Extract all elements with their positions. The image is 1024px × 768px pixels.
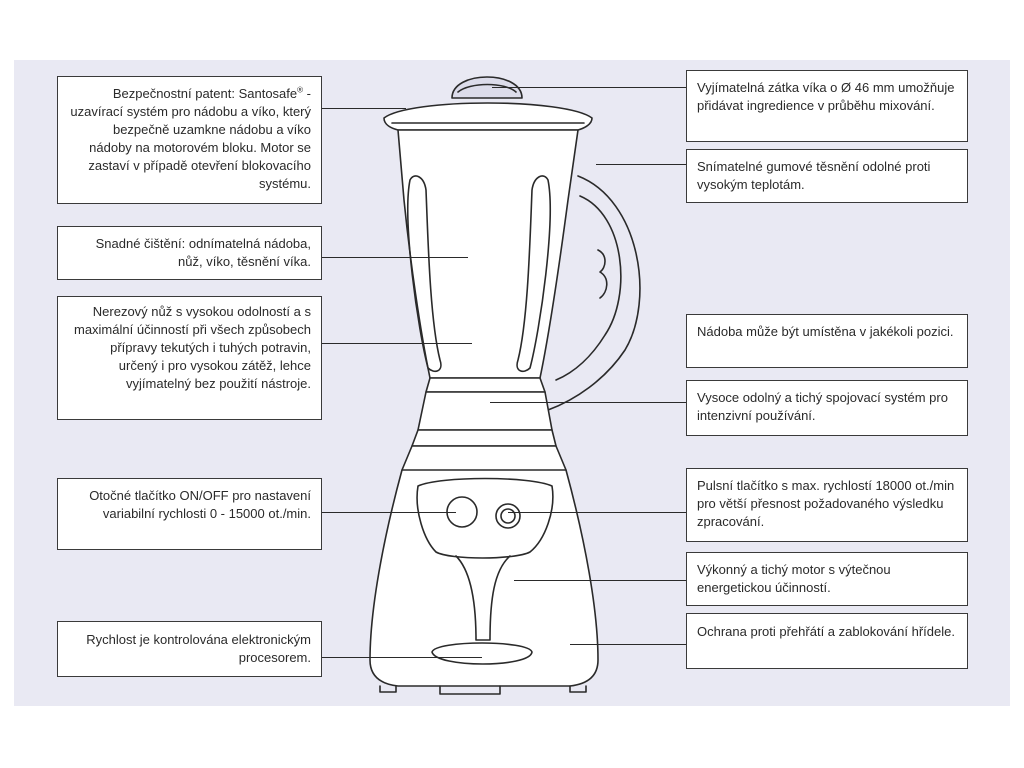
callout-motor [686,552,968,606]
jar-collar [426,378,545,392]
callout-pulse-button-text: Pulsní tlačítko s max. rychlostí 18000 ot./min pro větší přesnost požadovaného výsledku zpracování. [697,478,955,529]
callout-rotary-switch [57,478,322,550]
jar [398,130,578,378]
lid [384,103,592,130]
callout-overheat-protection-text: Ochrana proti přehřátí a zablokování hřídele. [697,624,955,639]
callout-speed-processor [57,621,322,677]
connector-patent [322,108,406,109]
callout-overheat-protection [686,613,968,669]
connector-seal [596,164,686,165]
callout-rubber-seal-text: Snímatelné gumové těsnění odolné proti vysokým teplotám. [697,159,931,192]
callout-coupling-system [686,380,968,436]
callout-coupling-system-text: Vysoce odolný a tichý spojovací systém pro intenzivní používání. [697,390,948,423]
connector-pulse [508,512,686,513]
connector-coupling [490,402,686,403]
processor-window [432,643,532,664]
coupling [418,392,552,430]
connector-plug [492,87,686,88]
connector-knife [322,343,472,344]
connector-overheat [570,644,686,645]
callout-rotary-switch-text: Otočné tlačítko ON/OFF pro nastavení variabilní rychlosti 0 - 15000 ot./min. [89,488,311,521]
callout-safety-patent [57,76,322,204]
callout-motor-text: Výkonný a tichý motor s výtečnou energetickou účinností. [697,562,891,595]
callout-safety-patent-text: Bezpečnostní patent: Santosafe® - uzavírací systém pro nádobu a víko, který bezpečně uzamkne nádobu a víko nádoby na motorovém bloku. Motor se zastaví v případě otevření blokovacího systému. [70,85,311,191]
callout-rubber-seal [686,149,968,203]
callout-easy-cleaning [57,226,322,280]
connector-motor [514,580,686,581]
connector-processor [322,657,482,658]
connector-cleaning [322,257,468,258]
control-panel [417,479,553,559]
callout-easy-cleaning-text: Snadné čištění: odnímatelná nádoba, nůž, víko, těsnění víka. [95,236,311,269]
callout-stainless-knife-text: Nerezový nůž s vysokou odolností a s maximální účinností při všech způsobech přípravy tekutých i tuhých potravin, určený i pro vysokou zátěž, lehce vyjímatelný bez použití nástroje. [73,304,311,391]
callout-jar-position-text: Nádoba může být umístěna v jakékoli pozici. [697,324,954,339]
callout-lid-plug-text: Vyjímatelná zátka víka o Ø 46 mm umožňuje přidávat ingredience v průběhu mixování. [697,80,955,113]
pulse-button [496,504,520,528]
callout-pulse-button [686,468,968,542]
callout-lid-plug [686,70,968,142]
connector-rotary [322,512,456,513]
callout-speed-processor-text: Rychlost je kontrolována elektronickým procesorem. [86,632,311,665]
callout-stainless-knife [57,296,322,420]
callout-jar-position [686,314,968,368]
